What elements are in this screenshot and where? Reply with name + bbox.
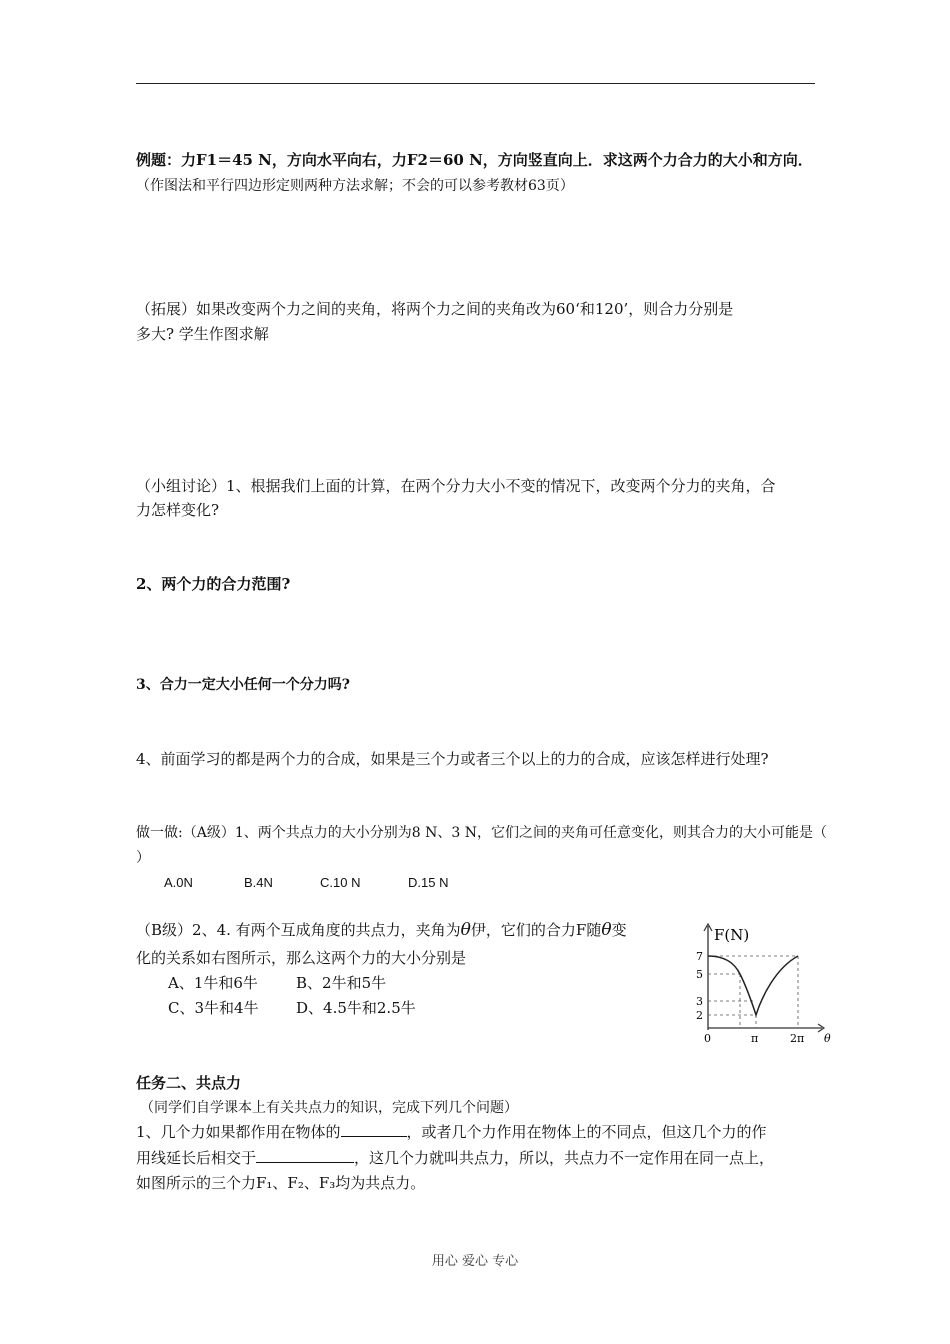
example-question: 例题：力F1＝45 N，方向水平向右，力F2＝60 N，方向竖直向上．求这两个力合力的大小和方向．: [136, 151, 813, 169]
practice-b-pre: （B级）2、4. 有两个互成角度的共点力，夹角为: [136, 921, 461, 939]
y-tick-7: 7: [696, 950, 703, 963]
task2-intro: （同学们自学课本上有关共点力的知识，完成下列几个问题）: [140, 1100, 518, 1116]
task2-para-line3: 如图所示的三个力F₁、F₂、F₃均为共点力。: [136, 1174, 426, 1192]
option-d: D.15 N: [408, 875, 449, 890]
force-angle-graph: [690, 918, 835, 1046]
task2-para-line1: [136, 1122, 767, 1142]
graph-curve: [708, 956, 798, 1015]
y-tick-3: 3: [696, 995, 703, 1008]
practice-a-line2: ）: [136, 850, 150, 866]
option-b-b: B、2牛和5牛: [296, 974, 387, 992]
blank-2: [256, 1148, 354, 1163]
header-rule: [136, 83, 815, 84]
discussion-q1-line1: （小组讨论）1、根据我们上面的计算，在两个分力大小不变的情况下，改变两个分力的夹角，合: [136, 477, 776, 495]
x-tick-pi: π: [751, 1032, 759, 1045]
option-b-d: D、4.5牛和2.5牛: [296, 999, 416, 1017]
x-axis-label: θ: [824, 1032, 831, 1045]
discussion-q3: 3、合力一定大小任何一个分力吗?: [136, 677, 350, 693]
option-c: C.10 N: [320, 875, 361, 890]
page-footer: 用心 爱心 专心: [431, 1254, 519, 1269]
x-tick-2pi: 2π: [790, 1032, 805, 1045]
practice-b-mid: 伊，它们的合力F随: [470, 921, 602, 939]
task2-p1-a: 1、几个力如果都作用在物体的: [136, 1123, 341, 1141]
discussion-q4: 4、前面学习的都是两个力的合成，如果是三个力或者三个以上的力的合成，应该怎样进行处理?: [136, 750, 769, 768]
discussion-q1-line2: 力怎样变化?: [136, 501, 220, 519]
extension-line1: （拓展）如果改变两个力之间的夹角，将两个力之间的夹角改为60‘和120’，则合力分别是: [136, 300, 734, 318]
option-b-c: C、3牛和4牛: [168, 999, 259, 1017]
practice-b-post: 变: [611, 921, 627, 939]
theta-symbol-2: θ: [601, 920, 612, 940]
practice-a-line1: 做一做:（A级）1、两个共点力的大小分别为8 N、3 N，它们之间的夹角可任意变化，则其合力的大小可能是（: [136, 825, 827, 841]
task2-title: 任务二、共点力: [136, 1074, 242, 1092]
discussion-q2: 2、两个力的合力范围?: [136, 575, 291, 593]
x-tick-0: 0: [704, 1032, 711, 1045]
task2-p2-b: ，这几个力就叫共点力，所以，共点力不一定作用在同一点上，: [354, 1149, 775, 1167]
practice-b-line1: [136, 920, 627, 940]
task2-para-line2: [136, 1148, 774, 1168]
theta-symbol: θ: [460, 920, 471, 940]
option-b: B.4N: [244, 875, 273, 890]
option-a: A.0N: [164, 875, 193, 890]
extension-line2: 多大? 学生作图求解: [136, 325, 269, 343]
y-tick-2: 2: [696, 1009, 703, 1022]
task2-p2-a: 用线延长后相交于: [136, 1149, 257, 1167]
blank-1: [341, 1122, 407, 1137]
y-tick-5: 5: [696, 968, 703, 981]
option-b-a: A、1牛和6牛: [168, 974, 258, 992]
task2-p1-b: ，或者几个力作用在物体上的不同点，但这几个力的作: [406, 1123, 767, 1141]
practice-b-line2: 化的关系如右图所示，那么这两个力的大小分别是: [136, 949, 467, 967]
graph-y-label: F(N): [714, 926, 750, 944]
example-hint: （作图法和平行四边形定则两种方法求解；不会的可以参考教材63页）: [136, 178, 574, 194]
